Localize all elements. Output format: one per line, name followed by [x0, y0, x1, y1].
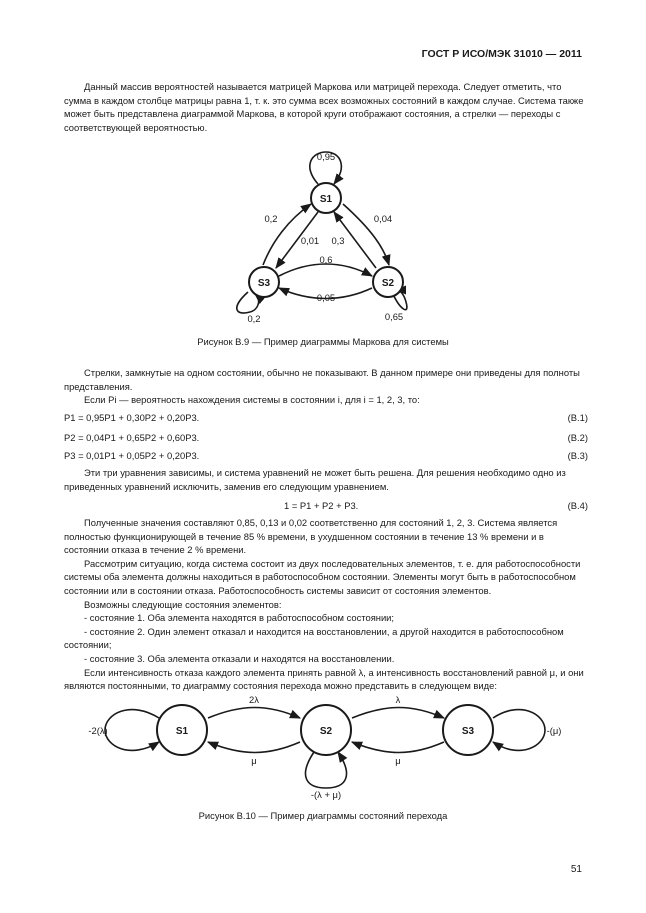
equation-b4 — [64, 500, 588, 514]
label-s3-to-s2-b10: μ — [395, 755, 401, 766]
equation-b3-number: (В.3) — [567, 450, 588, 461]
page-number: 51 — [570, 864, 582, 875]
para-pi: Если Pi — вероятность нахождения системы в состоянии i, для i = 1, 2, 3, то: — [84, 394, 420, 406]
s1-self-loop-b10 — [105, 710, 159, 751]
para-possible: Возможны следующие состояния элементов: — [84, 598, 282, 610]
markov-diagram-b9 — [0, 140, 646, 330]
equation-b2-number: (В.2) — [567, 432, 588, 443]
s2-self-loop-b10 — [305, 752, 346, 788]
equation-b4-expr: 1 = P1 + P2 + P3. — [284, 500, 359, 511]
state-s2-label: S2 — [381, 278, 395, 289]
label-s2-to-s1-b10: μ — [251, 755, 257, 766]
para-arrows: Стрелки, замкнутые на одном состоянии, обычно не показывают. В данном примере они приведены для полноты представления. — [64, 367, 580, 392]
s3-self-loop-b10 — [493, 710, 545, 751]
label-s1-self-b10: -2(λ) — [88, 725, 108, 736]
label-s1-self: 0,95 — [316, 151, 336, 162]
state-s3-label: S3 — [257, 278, 271, 289]
body-block-1 — [64, 366, 588, 407]
intro-paragraph — [64, 80, 588, 134]
para-results: Полученные значения составляют 0,85, 0,13 и 0,02 соответственно для состояний 1, 2, 3. Система является полностью функционирующей в течение 85 % времени, в ухудшенном состоянии в течение 13 % времени и в состоянии отказа в течение 2 % времени. — [64, 517, 558, 556]
equation-b4-number: (В.4) — [567, 500, 588, 511]
equation-b2 — [64, 432, 588, 446]
list-item-2: - состояние 2. Один элемент отказал и находится на восстановлении, а другой находится в работоспособном состоянии; — [64, 625, 564, 651]
arrow-s1-to-s2 — [208, 708, 300, 719]
label-s3-self-b10: -(μ) — [546, 725, 562, 736]
label-s1-to-s2-b10: 2λ — [249, 694, 259, 705]
transition-diagram-b10 — [0, 690, 646, 800]
equation-b2-expr: P2 = 0,04P1 + 0,65P2 + 0,60P3. — [64, 432, 200, 443]
label-s2-to-s3-b10: λ — [395, 694, 401, 705]
state-s3-b10-label: S3 — [461, 726, 475, 737]
equation-b3 — [64, 450, 588, 464]
label-s3-to-s2: 0,6 — [319, 254, 333, 265]
list-item-3: - состояние 3. Оба элемента отказали и находятся на восстановлении. — [84, 652, 395, 664]
para-two-elements: Рассмотрим ситуацию, когда система состоит из двух последовательных элементов, т. е. для работоспособности системы оба элемента должны находиться в работоспособном состоянии. Элементы могут быть в работоспособном состоянии или в состоянии отказа. Работоспособность системы зависит от состояния элементов. — [64, 557, 581, 596]
body-block-2 — [64, 466, 588, 493]
equation-b1 — [64, 412, 588, 426]
list-item-1: - состояние 1. Оба элемента находятся в работоспособном состоянии; — [84, 612, 395, 624]
intro-text: Данный массив вероятностей называется матрицей Маркова или матрицей перехода. Следует отметить, что сумма в каждом столбце матрицы равна 1, т. к. это сумма всех возможных состояний в каждом случае. Система также может быть представлена диаграммой Маркова, в которой круги отображают состояния, а стрелки — переходы с соответствующей вероятностью. — [64, 81, 584, 133]
label-s1-to-s2: 0,04 — [373, 213, 393, 224]
para-intensity: Если интенсивность отказа каждого элемента принять равной λ, а интенсивность восстановлений равной μ, и они являются постоянными, то диаграмму состояния перехода можно представить в следующем виде: — [64, 666, 584, 692]
state-s1-b10-label: S1 — [175, 726, 189, 737]
state-s1-label: S1 — [319, 194, 333, 205]
equation-b1-expr: P1 = 0,95P1 + 0,30P2 + 0,20P3. — [64, 412, 200, 423]
label-s2-self: 0,65 — [384, 311, 404, 322]
label-s2-self-b10: -(λ + μ) — [310, 789, 342, 800]
equation-b3-expr: P3 = 0,01P1 + 0,05P2 + 0,20P3. — [64, 450, 200, 461]
label-s1-to-s3: 0,01 — [300, 235, 320, 246]
equation-b1-number: (В.1) — [567, 412, 588, 423]
label-s2-to-s3: 0,05 — [316, 292, 336, 303]
arrow-s2-to-s1 — [208, 742, 300, 753]
arrow-s3-to-s2 — [352, 742, 444, 753]
label-s3-self: 0,2 — [247, 313, 261, 324]
arrow-s3-to-s2 — [279, 264, 372, 276]
figure-b9-caption: Рисунок В.9 — Пример диаграммы Маркова для системы — [197, 336, 449, 347]
body-block-3 — [64, 516, 588, 693]
figure-b10-caption: Рисунок В.10 — Пример диаграммы состояний перехода — [198, 810, 448, 821]
state-s2-b10-label: S2 — [319, 726, 333, 737]
arrow-s2-to-s3 — [352, 708, 444, 719]
label-s2-to-s1: 0,3 — [331, 235, 345, 246]
para-dependent: Эти три уравнения зависимы, и система уравнений не может быть решена. Для решения необходимо одно из приведенных уравнений исключить, заменив его следующим уравнением. — [64, 467, 566, 492]
page-header: ГОСТ Р ИСО/МЭК 31010 — 2011 — [421, 48, 582, 60]
label-s3-to-s1: 0,2 — [264, 213, 278, 224]
